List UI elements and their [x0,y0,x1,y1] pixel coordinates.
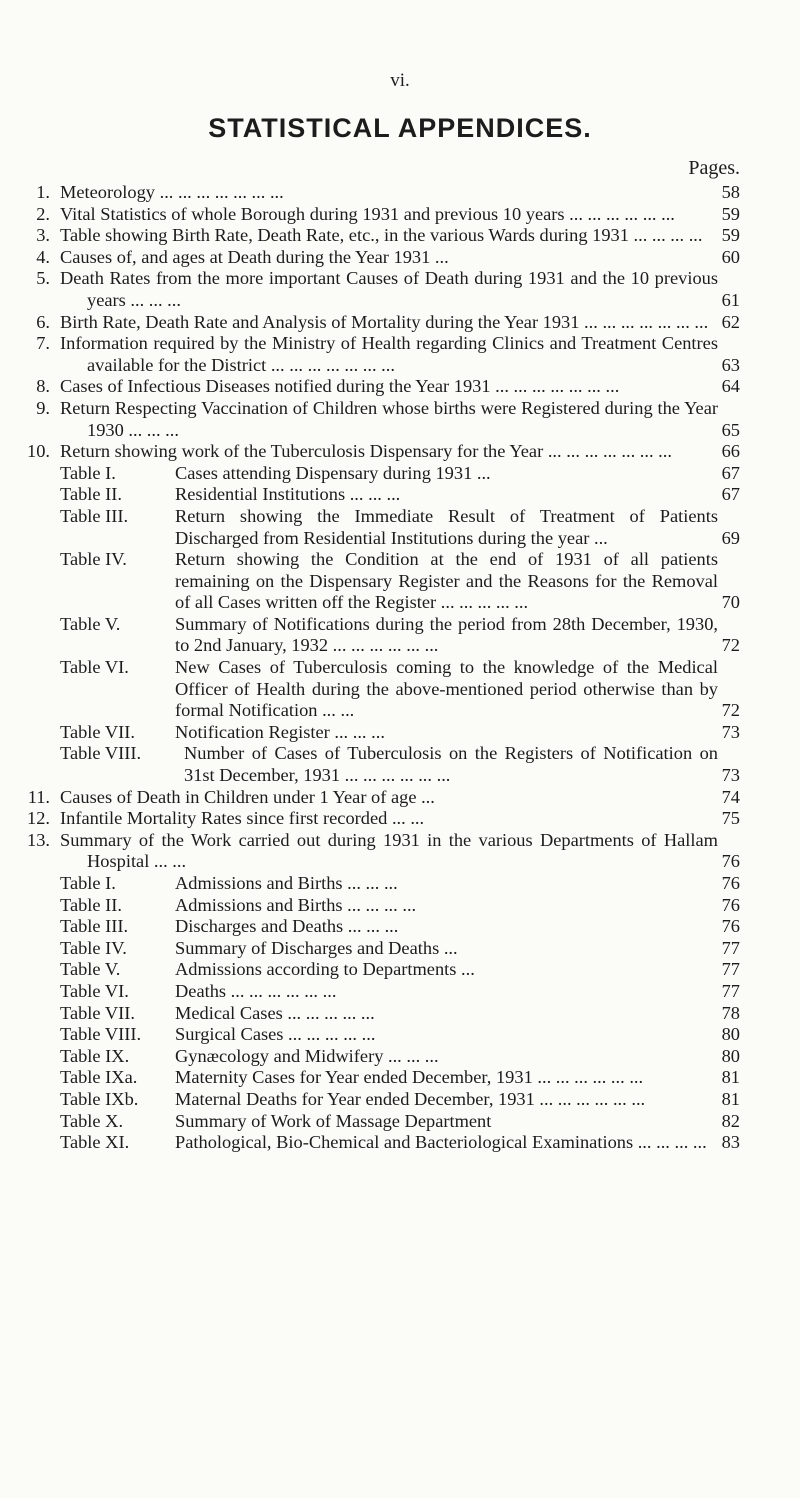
table-title: New Cases of Tuberculosis coming to the knowledge of the Medical Officer of Health during the above-mentioned period otherwise than by formal Notification ... ... [175,657,718,721]
table-label: Table IV. [60,937,127,958]
list-item [0,787,800,809]
page-ref: 65 [721,419,740,440]
item-number: 12. [27,808,50,829]
page-ref: 58 [721,182,740,202]
page-ref: 81 [721,1088,740,1109]
table-entry [60,1132,800,1154]
table-label: Table II. [60,894,123,915]
page-ref: 59 [721,225,740,246]
page-ref: 76 [721,894,740,915]
table-entry [60,1003,800,1025]
list-item [0,204,800,226]
item-number: 7. [36,333,50,354]
table-entry [60,463,800,485]
table-entry [60,484,800,506]
list-item [0,225,800,247]
table-title: Residential Institutions ... ... ... [175,484,401,505]
page-ref: 77 [721,959,740,980]
table-title: Maternity Cases for Year ended December, 1931 ... ... ... ... ... ... [175,1067,644,1088]
table-title: Summary of Work of Massage Department [175,1110,492,1131]
page-ref: 63 [721,354,740,375]
table-label: Table VI. [60,980,129,1001]
page-ref: 66 [721,441,740,462]
item-number: 10. [27,441,50,462]
item-title: Information required by the Ministry of Health regarding Clinics and Treatment Centres available for the District ... ... ... ... ... ... ... [60,333,718,375]
list-item [0,312,800,334]
table-entry [60,895,800,917]
item-title: Table showing Birth Rate, Death Rate, etc., in the various Wards during 1931 ... ... ... ... [60,225,703,246]
table-label: Table V. [60,613,121,634]
page-ref: 67 [721,462,740,483]
page-ref: 67 [721,484,740,505]
table-entry [60,1089,800,1111]
page-ref: 75 [721,808,740,829]
table-label: Table III. [60,916,129,937]
table-entry [60,1111,800,1133]
table-label: Table VI. [60,657,129,678]
table-entry [60,722,800,744]
table-title: Number of Cases of Tuberculosis on the Registers of Notification on 31st December, 1931 ... ... ... ... ... ... [184,743,718,786]
table-title: Summary of Discharges and Deaths ... [175,937,458,958]
list-item [0,333,800,376]
table-label: Table IV. [60,549,127,570]
item-title: Infantile Mortality Rates since first recorded ... ... [60,808,425,829]
page-ref: 78 [721,1002,740,1023]
page-ref: 80 [721,1045,740,1066]
table-label: Table VIII. [60,743,142,764]
table-title: Notification Register ... ... ... [175,721,385,742]
table-entry [60,916,800,938]
list-item [0,398,800,441]
item-number: 5. [36,268,50,289]
item-title: Causes of, and ages at Death during the Year 1931 ... [60,246,449,267]
table-entry [60,1024,800,1046]
item-title: Vital Statistics of whole Borough during 1931 and previous 10 years ... ... ... ... ... ... [60,203,675,224]
table-title: Gynæcology and Midwifery ... ... ... [175,1045,439,1066]
page-ref: 82 [721,1110,740,1131]
list-item [0,830,800,873]
table-title: Summary of Notifications during the period from 28th December, 1930, to 2nd January, 1932 ... ... ... ... ... ... [175,613,718,656]
table-entry [60,873,800,895]
table-label: Table III. [60,505,129,526]
page-ref: 77 [721,980,740,1001]
item-number: 3. [36,225,50,246]
table-label: Table IXa. [60,1067,138,1088]
item-number: 8. [36,376,50,397]
page-ref: 64 [721,376,740,397]
page-title: STATISTICAL APPENDICES. [208,113,592,143]
list-item [0,441,800,463]
item-title: Cases of Infectious Diseases notified during the Year 1931 ... ... ... ... ... ... ... [60,376,620,397]
table-title: Cases attending Dispensary during 1931 ... [175,462,491,483]
table-entry [60,743,800,786]
item-number: 13. [27,829,50,850]
table-label: Table V. [60,959,121,980]
table-label: Table IX. [60,1045,130,1066]
page-ref: 72 [721,700,740,721]
contents-list [0,182,800,1154]
list-item [0,376,800,398]
table-label: Table IXb. [60,1088,139,1109]
page-number: vi. [390,70,410,91]
table-title: Admissions and Births ... ... ... ... [175,894,417,915]
item-title: Causes of Death in Children under 1 Year of age ... [60,786,435,807]
table-title: Admissions and Births ... ... ... [175,873,398,893]
page-ref: 76 [721,873,740,893]
page-ref: 69 [721,527,740,548]
list-item [0,268,800,311]
table-entry [60,657,800,722]
table-label: Table II. [60,484,123,505]
table-title: Surgical Cases ... ... ... ... ... [175,1024,376,1045]
table-title: Return showing the Immediate Result of Treatment of Patients Discharged from Residential Institutions during the year ... [175,505,718,548]
table-title: Admissions according to Departments ... [175,959,475,980]
pages-column-header: Pages. [688,157,740,179]
page-ref: 59 [721,203,740,224]
table-label: Table I. [60,462,116,483]
table-label: Table VII. [60,721,135,742]
page-ref: 73 [721,765,740,786]
list-item [0,182,800,204]
table-label: Table XI. [60,1132,130,1153]
page-ref: 77 [721,937,740,958]
page-ref: 81 [721,1067,740,1088]
page-ref: 60 [721,246,740,267]
page-ref: 74 [721,786,740,807]
table-entry [60,1046,800,1068]
page-ref: 80 [721,1024,740,1045]
page-ref: 83 [721,1132,740,1153]
item-number: 6. [36,311,50,332]
table-title: Maternal Deaths for Year ended December, 1931 ... ... ... ... ... ... [175,1088,646,1109]
table-title: Return showing the Condition at the end of 1931 of all patients remaining on the Dispensary Register and the Reasons for the Removal of all Cases written off the Register ... ... ... ... ... [175,549,718,613]
list-item [0,247,800,269]
item-title: Death Rates from the more important Causes of Death during 1931 and the 10 previous years ... ... ... [60,268,718,310]
item-number: 4. [36,246,50,267]
item-number: 1. [36,182,50,202]
page-ref: 70 [721,592,740,613]
table-title: Discharges and Deaths ... ... ... [175,916,399,937]
table-entry [60,506,800,549]
table-entry [60,1067,800,1089]
page-ref: 72 [721,635,740,656]
table-entry [60,981,800,1003]
item-title: Summary of the Work carried out during 1931 in the various Departments of Hallam Hospital ... ... [60,829,718,872]
table-title: Pathological, Bio-Chemical and Bacteriological Examinations ... ... ... ... [175,1132,707,1153]
table-entry [60,938,800,960]
table-title: Medical Cases ... ... ... ... ... [175,1002,375,1023]
table-label: Table X. [60,1110,124,1131]
page-ref: 76 [721,916,740,937]
list-item [0,808,800,830]
table-title: Deaths ... ... ... ... ... ... [175,980,337,1001]
item-title: Return Respecting Vaccination of Children whose births were Registered during the Year 1930 ... ... ... [60,397,718,440]
page-ref: 62 [721,311,740,332]
page-ref: 73 [721,721,740,742]
item-number: 9. [36,397,50,418]
table-label: Table I. [60,873,116,893]
table-entry [60,549,800,614]
item-title: Return showing work of the Tuberculosis Dispensary for the Year ... ... ... ... ... ... ... [60,441,672,462]
table-label: Table VII. [60,1002,135,1023]
item-number: 2. [36,203,50,224]
item-title: Birth Rate, Death Rate and Analysis of Mortality during the Year 1931 ... ... ... ... ... ... ... [60,311,709,332]
table-entry [60,959,800,981]
table-entry [60,614,800,657]
item-number: 11. [27,786,50,807]
page-ref: 61 [721,289,740,310]
page-ref: 76 [721,851,740,872]
table-label: Table VIII. [60,1024,142,1045]
item-title: Meteorology ... ... ... ... ... ... ... [60,182,284,202]
